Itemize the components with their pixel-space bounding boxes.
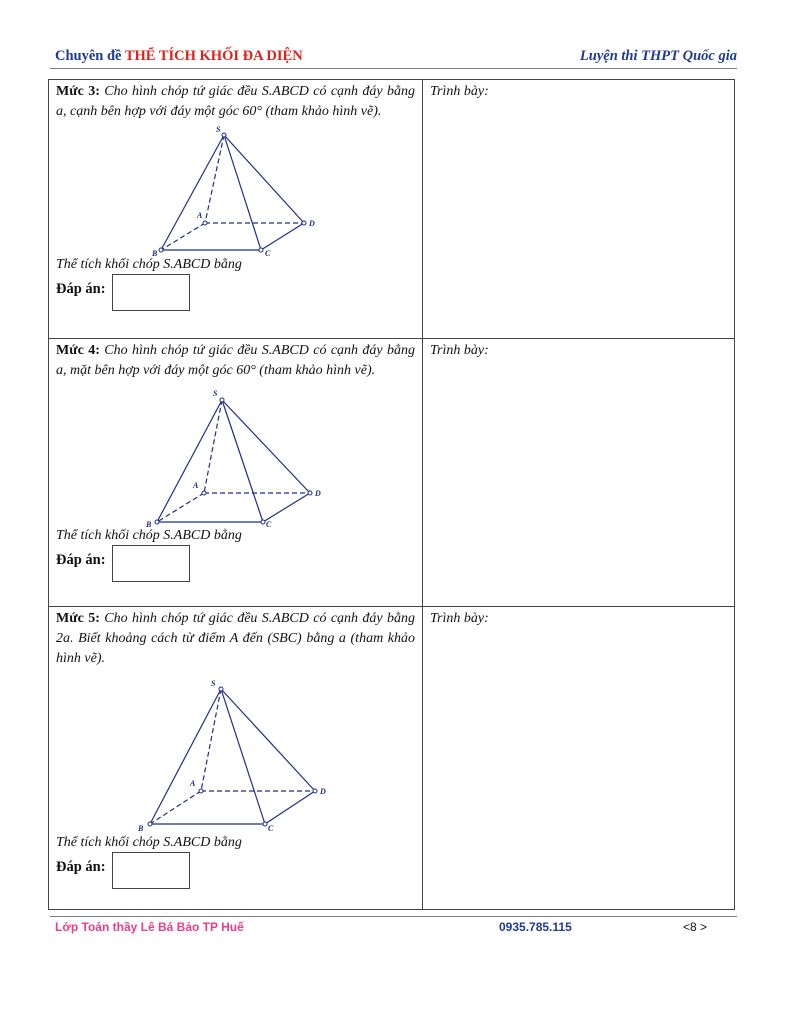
footer-teacher: Lớp Toán thầy Lê Bá Bảo TP Huế (55, 920, 244, 934)
edge-CD (261, 223, 304, 250)
question-level: Mức 3: (56, 84, 100, 99)
edge-CD (265, 791, 315, 824)
question-cell (49, 80, 423, 339)
vertex-A (199, 789, 203, 793)
question-text (56, 609, 415, 669)
solution-label: Trình bày: (430, 343, 489, 358)
vertex-D (302, 221, 306, 225)
footer-divider (50, 916, 737, 917)
question-body: Cho hình chóp tứ giác đều S.ABCD có cạnh đáy bằng a, cạnh bên hợp với đáy một góc 60° (tham khảo hình vẽ). (56, 84, 416, 119)
answer-input-box[interactable] (112, 545, 190, 582)
edge-SB (161, 135, 224, 250)
vertex-S (219, 687, 223, 691)
answer-row (56, 545, 415, 581)
vertex-C (261, 520, 265, 524)
label-B: B (138, 824, 144, 833)
edge-AB (161, 223, 205, 250)
label-A: A (193, 481, 199, 490)
vertex-S (222, 133, 226, 137)
question-ask: Thể tích khối chóp S.ABCD bằng (56, 528, 242, 543)
answer-input-box[interactable] (112, 274, 190, 311)
answer-label: Đáp án: (56, 281, 106, 297)
header-course: Luyện thi THPT Quốc gia (579, 48, 737, 64)
answer-label: Đáp án: (56, 552, 106, 568)
vertex-C (263, 822, 267, 826)
exercise-row (49, 80, 735, 339)
answer-row (56, 852, 415, 888)
question-text (56, 341, 415, 381)
header-prefix: Chuyên đề (55, 48, 122, 64)
edge-SC (221, 689, 265, 824)
label-D: D (309, 219, 315, 228)
edge-SB (157, 400, 222, 522)
solution-cell[interactable] (423, 80, 735, 339)
vertex-S (220, 398, 224, 402)
vertex-B (159, 248, 163, 252)
label-A: A (190, 779, 196, 788)
label-D: D (320, 787, 326, 796)
question-body: Cho hình chóp tứ giác đều S.ABCD có cạnh đáy bằng 2a. Biết khoảng cách từ điểm A đến (SBC) bằng a (tham khảo hình vẽ). (56, 611, 416, 666)
pyramid-figure (56, 122, 415, 256)
solution-cell[interactable] (423, 339, 735, 607)
label-D: D (315, 489, 321, 498)
question-ask: Thể tích khối chóp S.ABCD bằng (56, 257, 242, 272)
label-C: C (266, 520, 272, 527)
pyramid-figure (56, 669, 415, 834)
exercise-table (48, 79, 735, 910)
edge-CD (263, 493, 310, 522)
edge-SA (204, 400, 222, 493)
edge-SC (224, 135, 261, 250)
edge-AB (150, 791, 201, 824)
label-C: C (265, 249, 271, 256)
question-ask: Thể tích khối chóp S.ABCD bằng (56, 835, 242, 850)
exercise-row (49, 339, 735, 607)
vertex-D (313, 789, 317, 793)
edge-SC (222, 400, 263, 522)
edge-SB (150, 689, 221, 824)
footer-phone: 0935.785.115 (499, 920, 572, 934)
vertex-A (203, 221, 207, 225)
answer-row (56, 274, 415, 310)
exercise-row (49, 607, 735, 910)
header-divider (50, 68, 737, 69)
vertex-A (202, 491, 206, 495)
edge-SD (221, 689, 315, 791)
label-S: S (216, 125, 221, 134)
answer-label: Đáp án: (56, 859, 106, 875)
edge-SA (201, 689, 221, 791)
label-S: S (213, 389, 218, 398)
vertex-B (155, 520, 159, 524)
header-title (55, 48, 303, 65)
question-level: Mức 5: (56, 611, 100, 626)
pyramid-figure (56, 381, 415, 527)
question-body: Cho hình chóp tứ giác đều S.ABCD có cạnh đáy bằng a, mặt bên hợp với đáy một góc 60° (tham khảo hình vẽ). (56, 343, 416, 378)
edge-SA (205, 135, 224, 223)
edge-SD (224, 135, 304, 223)
solution-label: Trình bày: (430, 611, 489, 626)
question-cell (49, 339, 423, 607)
label-S: S (211, 679, 216, 688)
question-text (56, 82, 415, 122)
vertex-B (148, 822, 152, 826)
edge-SD (222, 400, 310, 493)
page-header (55, 48, 737, 68)
label-C: C (268, 824, 274, 833)
page-number: <8 > (683, 920, 708, 934)
answer-input-box[interactable] (112, 852, 190, 889)
label-B: B (146, 520, 152, 527)
question-level: Mức 4: (56, 343, 100, 358)
label-A: A (197, 211, 203, 220)
vertex-D (308, 491, 312, 495)
vertex-C (259, 248, 263, 252)
solution-label: Trình bày: (430, 84, 489, 99)
question-cell (49, 607, 423, 910)
header-topic: THỂ TÍCH KHỐI ĐA DIỆN (124, 48, 303, 64)
solution-cell[interactable] (423, 607, 735, 910)
label-B: B (152, 249, 158, 256)
